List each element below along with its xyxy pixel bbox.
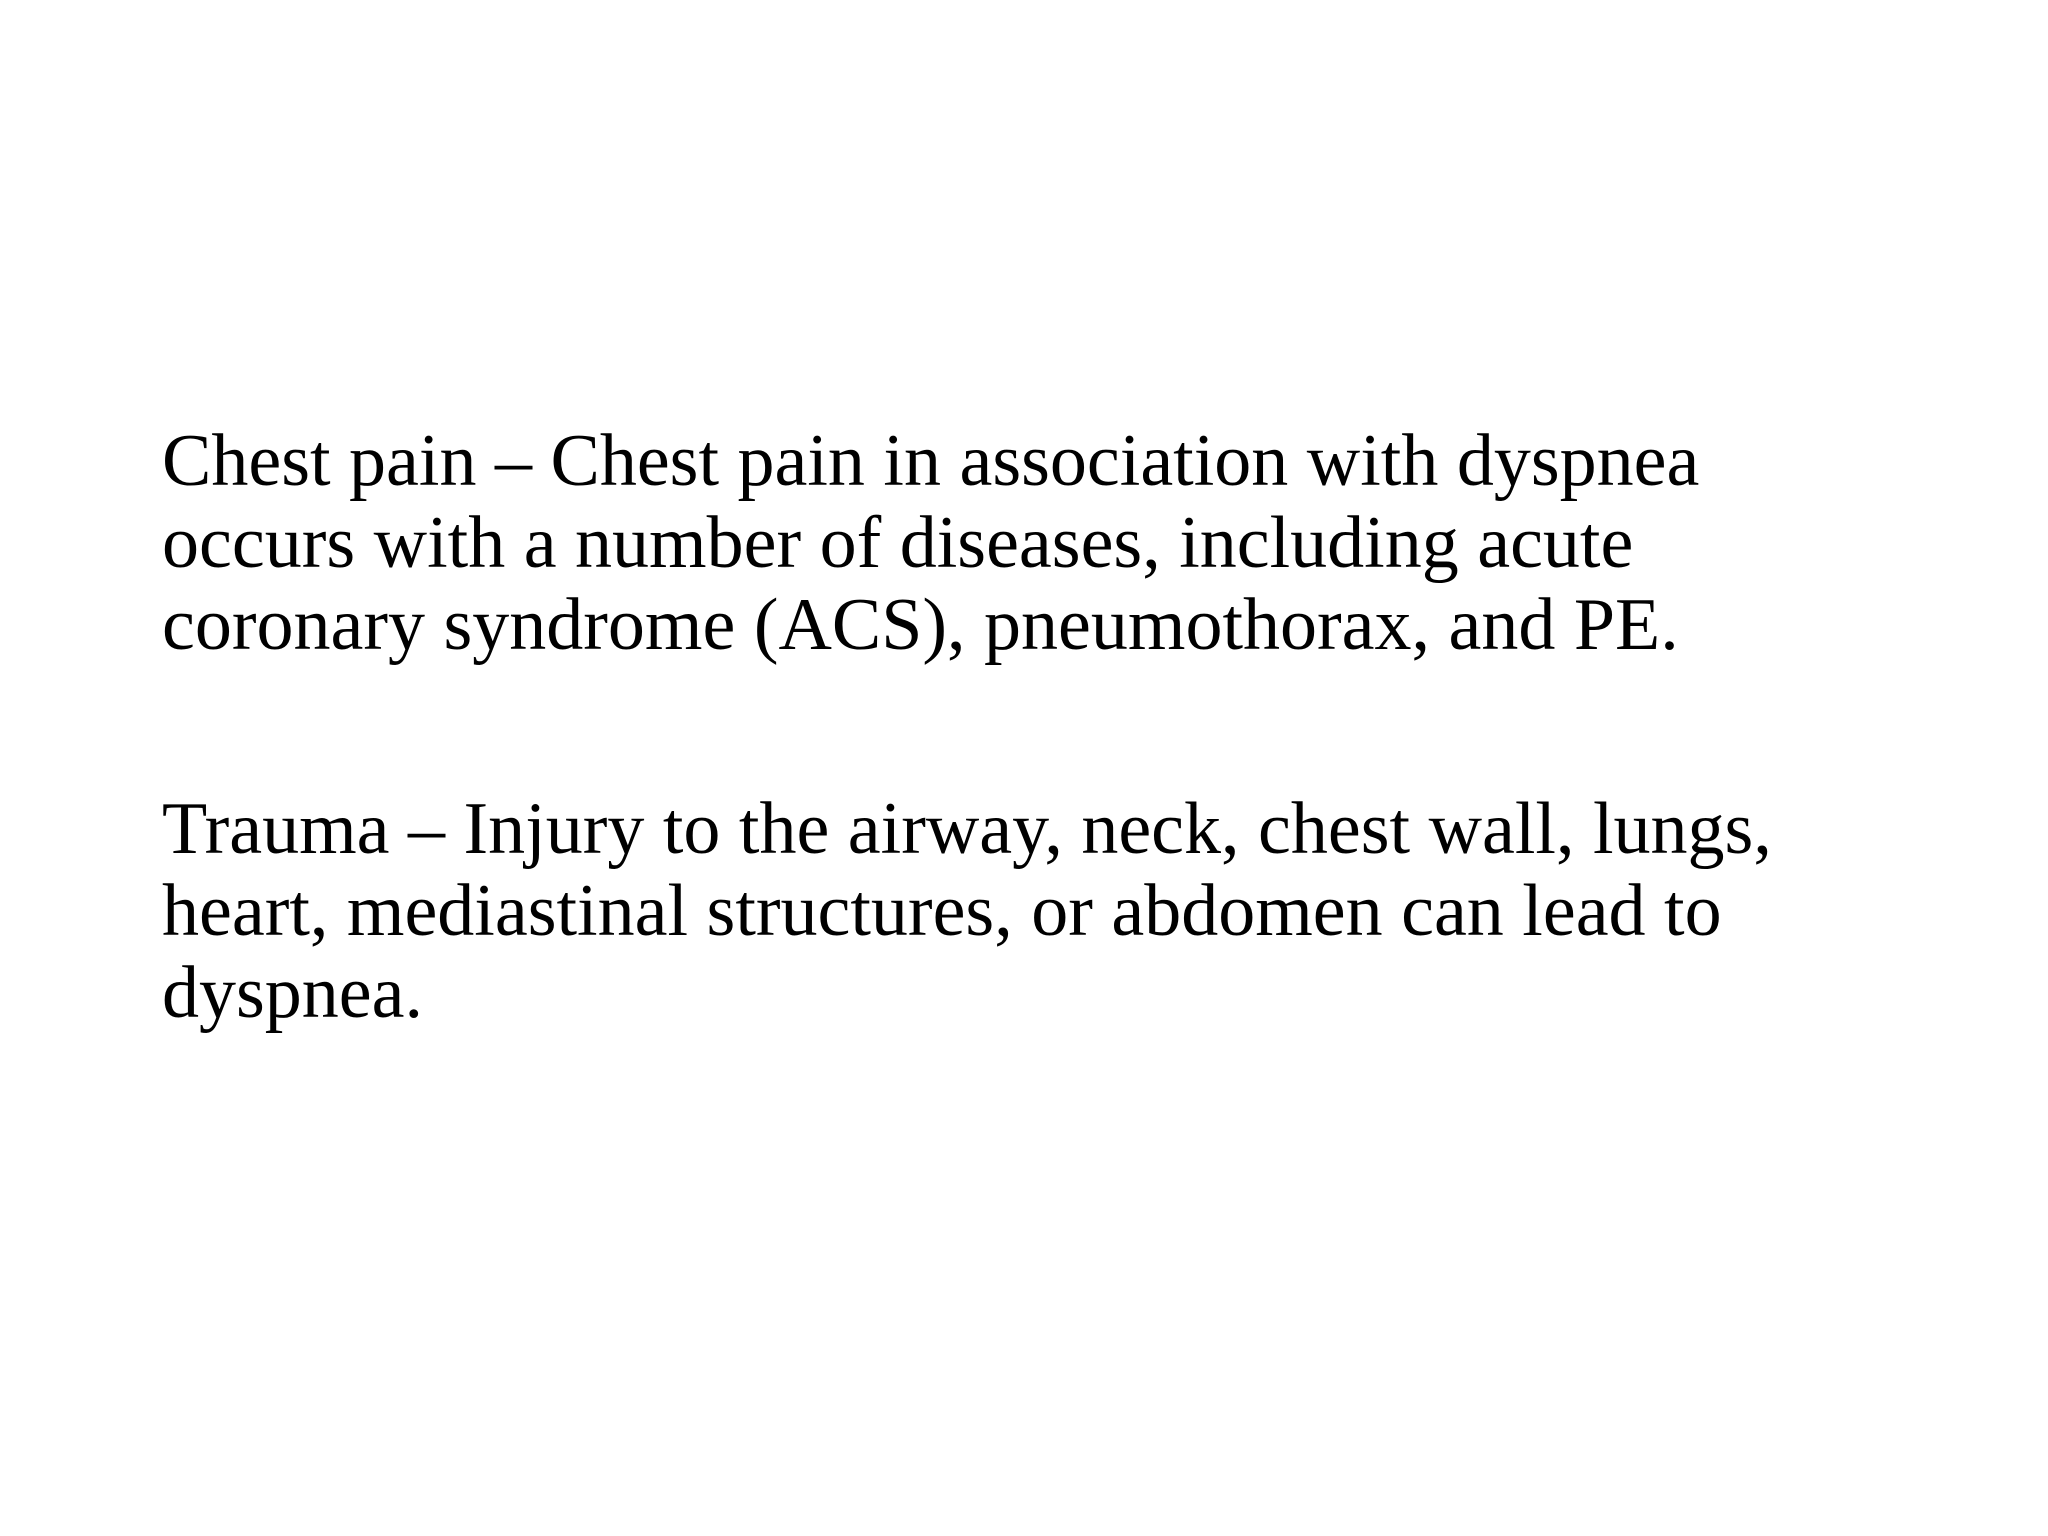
- paragraph-line: dyspnea.: [162, 952, 423, 1034]
- paragraph-line: Trauma – Injury to the airway, neck, chest wall, lungs,: [162, 788, 1772, 870]
- paragraph-line: coronary syndrome (ACS), pneumothorax, and PE.: [162, 584, 1679, 666]
- slide-body: [162, 420, 1922, 1034]
- paragraph-line: heart, mediastinal structures, or abdomen can lead to: [162, 870, 1722, 952]
- paragraph-chest-pain: [162, 420, 1922, 666]
- paragraph-line: Chest pain – Chest pain in association with dyspnea: [162, 420, 1700, 502]
- paragraph-line: occurs with a number of diseases, including acute: [162, 502, 1634, 584]
- paragraph-trauma: [162, 788, 1922, 1034]
